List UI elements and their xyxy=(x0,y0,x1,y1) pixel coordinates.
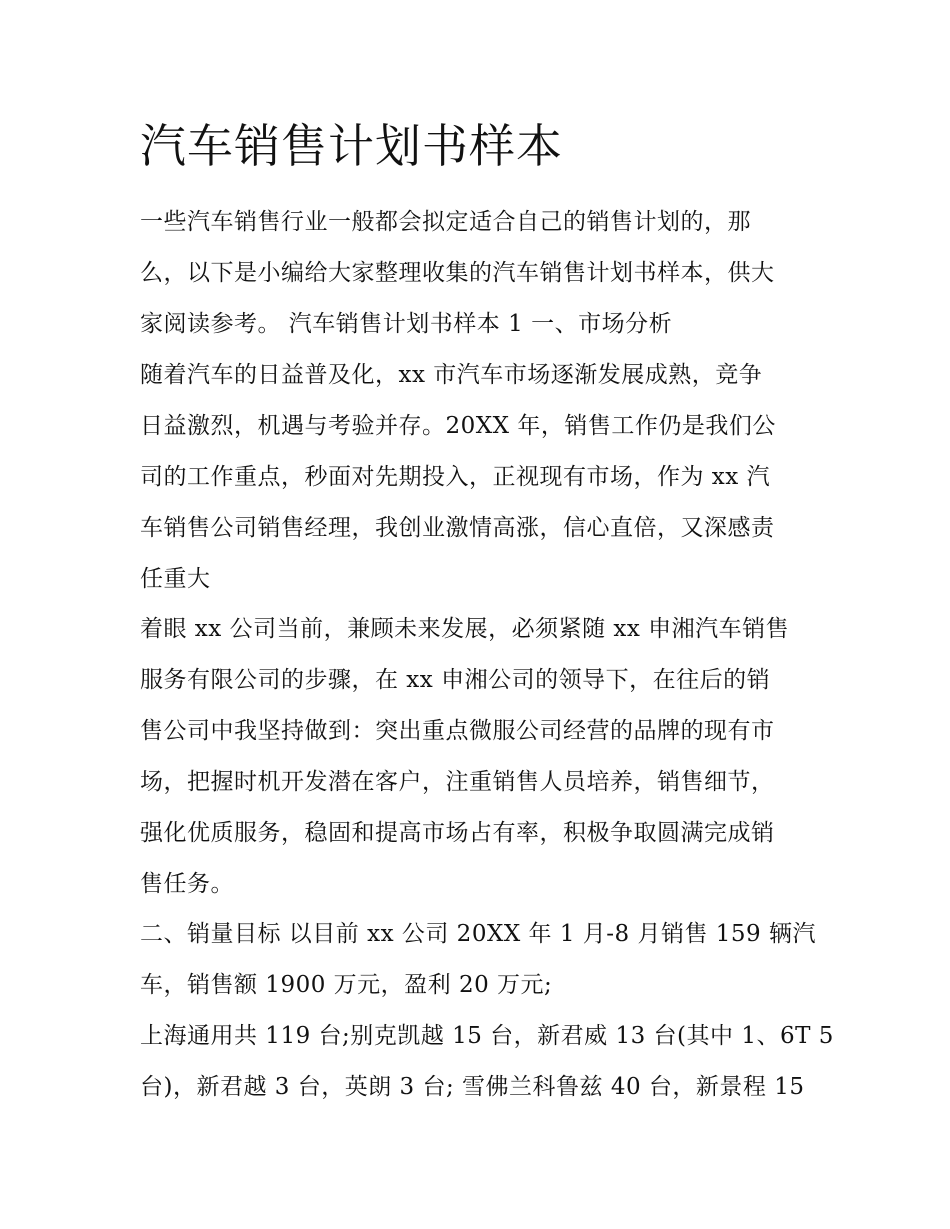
text-line: 日益激烈，机遇与考验并存。20XX 年，销售工作仍是我们公 xyxy=(140,413,776,439)
text-line: 台)，新君越 3 台，英朗 3 台; 雪佛兰科鲁兹 40 台，新景程 15 xyxy=(140,1074,805,1100)
text-line: 上海通用共 119 台;别克凯越 15 台，新君威 13 台(其中 1、6T 5 xyxy=(140,1023,834,1049)
document-title: 汽车销售计划书样本 xyxy=(140,119,563,173)
text-line: 强化优质服务，稳固和提高市场占有率，积极争取圆满完成销 xyxy=(140,820,775,846)
text-line: 司的工作重点，秒面对先期投入，正视现有市场，作为 xx 汽 xyxy=(140,464,771,490)
text-line: 售公司中我坚持做到：突出重点微服公司经营的品牌的现有市 xyxy=(140,718,775,744)
text-line: 么，以下是小编给大家整理收集的汽车销售计划书样本，供大 xyxy=(140,260,775,286)
text-line: 着眼 xx 公司当前，兼顾未来发展，必须紧随 xx 申湘汽车销售 xyxy=(140,616,790,642)
text-line: 服务有限公司的步骤，在 xx 申湘公司的领导下，在往后的销 xyxy=(140,667,771,693)
text-line: 售任务。 xyxy=(140,871,234,897)
text-line: 车销售公司销售经理，我创业激情高涨，信心直倍，又深感责 xyxy=(140,515,775,541)
text-line: 家阅读参考。 汽车销售计划书样本 1 一、市场分析 xyxy=(140,311,673,337)
text-line: 车，销售额 1900 万元，盈利 20 万元; xyxy=(140,972,553,998)
text-line: 二、销量目标 以目前 xx 公司 20XX 年 1 月-8 月销售 159 辆汽 xyxy=(140,921,817,947)
text-line: 随着汽车的日益普及化，xx 市汽车市场逐渐发展成熟，竞争 xyxy=(140,362,763,388)
text-line: 一些汽车销售行业一般都会拟定适合自己的销售计划的，那 xyxy=(140,209,751,235)
text-line: 任重大 xyxy=(140,566,211,592)
text-line: 场，把握时机开发潜在客户，注重销售人员培养，销售细节， xyxy=(140,769,775,795)
